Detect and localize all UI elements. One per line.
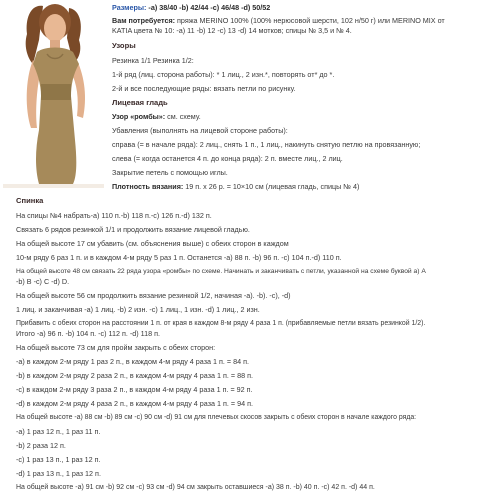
density-label: Плотность вязания:	[112, 182, 184, 191]
back-line: На общей высоте -а) 91 см -b) 92 см -с) 93 см -d) 94 см закрыть оставшиеся -а) 38 п. -b) 40 п. -с) 42 п. -d) 44 п.	[16, 484, 375, 491]
rhomb-text: см. схему.	[167, 112, 201, 121]
patterns-title: Узоры	[112, 41, 136, 50]
density-text: 19 п. х 26 р. = 10×10 см (лицевая гладь, спицы № 4)	[185, 182, 360, 191]
back-line: -а) в каждом 2-м ряду 1 раз 2 п., в каждом 4-м ряду 4 раза 1 п. = 84 п.	[16, 357, 249, 366]
rib-title: Резинка 1/1 Резинка 1/2:	[112, 56, 194, 65]
back-line: -d) в каждом 2-м ряду 4 раза 2 п., в каждом 4-м ряду 4 раза 1 п. = 94 п.	[16, 399, 253, 408]
back-line: На общей высоте 17 см убавить (см. объяснения выше) с обеих сторон в каждом	[16, 239, 289, 248]
decrease-right: справа (= в начале ряда): 2 лиц., снять 1 п., 1 лиц., накинуть снятую петлю на провязанную;	[112, 140, 421, 149]
back-line: 1 лиц. и заканчивая -а) 1 лиц. -b) 2 изн. -с) 1 лиц., 1 изн. -d) 1 лиц., 2 изн.	[16, 305, 260, 314]
back-line: На общей высоте 48 см связать 22 ряда узора «ромбы» по схеме. Начинать и заканчивать с петли, указанной на схеме буквой а) А	[16, 268, 426, 275]
density-line	[112, 182, 359, 191]
back-line: -b) В -с) С -d) D.	[16, 277, 70, 286]
back-line: 10-м ряду 6 раз 1 п. и в каждом 4-м ряду 5 раз 1 п. Останется -а) 88 п. -b) 96 п. -с) 104 п.-d) 110 п.	[16, 253, 342, 262]
back-line: На общей высоте 73 см для пройм закрыть с обеих сторон:	[16, 343, 216, 352]
materials-text-1: пряжа MERINO 100% (100% нерюсовой шерсти, 102 н/50 г) или MERINO MIX от	[177, 16, 445, 25]
back-line: -с) 1 раз 13 п., 1 раз 12 п.	[16, 455, 101, 464]
back-line: -а) 1 раз 12 п., 1 раз 11 п.	[16, 427, 101, 436]
back-line: -d) 1 раз 13 п., 1 раз 12 п.	[16, 469, 101, 478]
back-line: -b) в каждом 2-м ряду 2 раза 2 п., в каждом 4-м ряду 4 раза 1 п. = 88 п.	[16, 371, 253, 380]
bind-off-note: Закрытие петель с помощью иглы.	[112, 168, 228, 177]
back-line: Связать 6 рядов резинкой 1/1 и продолжить вязание лицевой гладью.	[16, 225, 250, 234]
back-line: -с) в каждом 2-м ряду 3 раза 2 п., в каждом 4-м ряду 4 раза 1 п. = 92 п.	[16, 385, 253, 394]
back-line: На спицы №4 набрать-а) 110 п.-b) 118 п.-с) 126 п.-d) 132 п.	[16, 211, 212, 220]
materials-label: Вам потребуется:	[112, 16, 176, 25]
back-line: Прибавить с обеих сторон на расстоянии 1 п. от края в каждом 8-м ряду 4 раза 1 п. (прибавляемые петли вязать резинкой 1/2).	[16, 320, 426, 327]
materials-line-1	[112, 16, 445, 25]
decrease-left: слева (= когда останется 4 п. до конца ряда): 2 п. вместе лиц., 2 лиц.	[112, 154, 343, 163]
back-title: Спинка	[16, 196, 44, 205]
rhomb-label: Узор «ромбы»:	[112, 112, 166, 121]
sizes-line	[112, 3, 270, 12]
stockinette-title: Лицевая гладь	[112, 98, 168, 107]
model-photo	[3, 0, 104, 188]
back-line: Итого -а) 96 п. -b) 104 п. -с) 112 п. -d) 118 п.	[16, 329, 160, 338]
rhomb-line	[112, 112, 201, 121]
rib-row-2: 2-й и все последующие ряды: вязать петли по рисунку.	[112, 84, 296, 93]
back-line: На общей высоте 56 см продолжить вязание резинкой 1/2, начиная -а). -b). -с), -d)	[16, 291, 291, 300]
back-line: -b) 2 раза 12 п.	[16, 441, 66, 450]
decrease-title: Убавления (выполнять на лицевой стороне работы):	[112, 126, 288, 135]
sizes-value: -а) 38/40 -b) 42/44 -c) 46/48 -d) 50/52	[148, 3, 271, 12]
back-line: На общей высоте -а) 88 см -b) 89 см -с) 90 см -d) 91 см для плечевых скосов закрыть с обеих сторон в начале каждого ряда:	[16, 414, 417, 421]
sizes-label: Размеры:	[112, 3, 147, 12]
rib-row-1: 1-й ряд (лиц. сторона работы): * 1 лиц., 2 изн.*, повторять от* до *.	[112, 70, 335, 79]
materials-line-2: KATIA цвета № 10: -а) 11 -b) 12 -c) 13 -d) 14 мотков; спицы № 3,5 и № 4.	[112, 26, 352, 35]
